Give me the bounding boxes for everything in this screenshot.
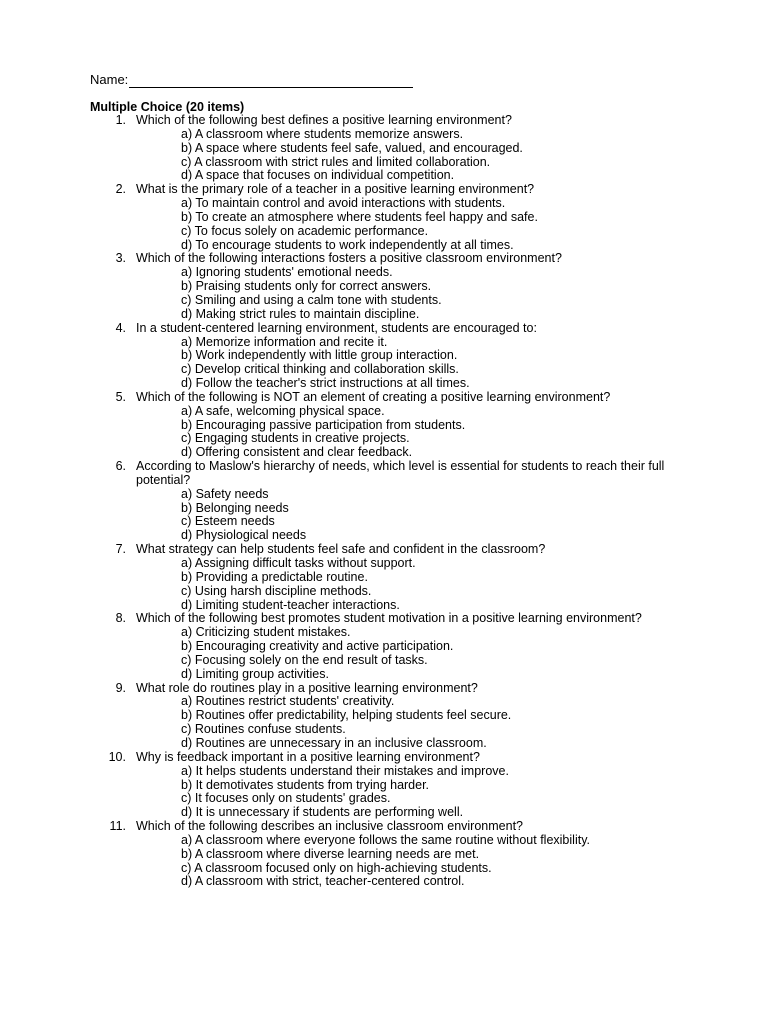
question-text: According to Maslow's hierarchy of needs, which level is essential for students to reach their full potential?: [136, 459, 665, 487]
answer-option: c) A classroom focused only on high-achieving students.: [181, 860, 492, 875]
question-number: 10.: [108, 749, 126, 764]
answer-option: a) It helps students understand their mistakes and improve.: [181, 763, 509, 778]
question-item: [0, 183, 768, 252]
question-number: 3.: [115, 251, 126, 266]
answer-option: c) Smiling and using a calm tone with students.: [181, 292, 442, 307]
answer-options: [0, 626, 768, 681]
name-line: [90, 72, 413, 88]
answer-option: d) To encourage students to work independently at all times.: [181, 237, 514, 252]
answer-option: a) Memorize information and recite it.: [181, 334, 388, 349]
question-number: 1.: [115, 113, 126, 127]
question-text: Which of the following interactions fosters a positive classroom environment?: [136, 251, 562, 266]
answer-option: d) Follow the teacher's strict instructions at all times.: [181, 376, 470, 391]
answer-option: c) Engaging students in creative projects.: [181, 431, 410, 446]
answer-option: c) To focus solely on academic performance.: [181, 223, 429, 238]
answer-option: b) Praising students only for correct answers.: [181, 279, 432, 294]
answer-options: [0, 266, 768, 321]
question-number: 9.: [115, 680, 126, 695]
answer-option: c) Esteem needs: [181, 514, 275, 529]
question-item: [0, 391, 768, 460]
question-number: 2.: [115, 182, 126, 197]
answer-option: c) Focusing solely on the end result of tasks.: [181, 652, 428, 667]
question-item: [0, 460, 768, 543]
question-item: [0, 820, 768, 889]
answer-option: a) Ignoring students' emotional needs.: [181, 265, 393, 280]
section-heading: Multiple Choice (20 items): [90, 100, 245, 114]
answer-option: b) A space where students feel safe, valued, and encouraged.: [181, 140, 523, 155]
answer-option: c) It focuses only on students' grades.: [181, 791, 391, 806]
answer-option: a) A classroom where everyone follows the same routine without flexibility.: [181, 832, 590, 847]
question-number: 11.: [109, 819, 126, 834]
answer-option: b) Providing a predictable routine.: [181, 569, 368, 584]
question-item: [0, 682, 768, 751]
answer-options: [0, 557, 768, 612]
question-text: In a student-centered learning environment, students are encouraged to:: [136, 320, 537, 335]
answer-options: [0, 128, 768, 183]
answer-option: c) Routines confuse students.: [181, 722, 346, 737]
answer-option: b) Encouraging creativity and active participation.: [181, 639, 454, 654]
answer-option: a) A classroom where students memorize answers.: [181, 126, 464, 141]
question-text: Why is feedback important in a positive learning environment?: [136, 749, 480, 764]
answer-option: d) A space that focuses on individual competition.: [181, 168, 455, 183]
question-item: [0, 252, 768, 321]
answer-options: [0, 765, 768, 820]
answer-options: [0, 197, 768, 252]
question-number: 8.: [115, 611, 126, 626]
answer-option: b) Encouraging passive participation from students.: [181, 417, 466, 432]
answer-option: a) Assigning difficult tasks without support.: [181, 556, 416, 570]
question-text: Which of the following is NOT an element of creating a positive learning environment?: [136, 389, 611, 404]
question-number: 4.: [115, 320, 126, 335]
answer-option: a) Routines restrict students' creativity.: [181, 694, 395, 709]
answer-option: b) A classroom where diverse learning needs are met.: [181, 846, 480, 861]
answer-option: d) Physiological needs: [181, 528, 307, 543]
answer-option: a) Safety needs: [181, 486, 269, 501]
answer-option: c) Using harsh discipline methods.: [181, 583, 372, 598]
question-list: [0, 114, 768, 889]
question-item: [0, 322, 768, 391]
answer-option: a) A safe, welcoming physical space.: [181, 403, 385, 418]
name-label: Name:: [90, 72, 129, 87]
answer-options: [0, 488, 768, 543]
name-blank: [129, 75, 413, 88]
question-text: What is the primary role of a teacher in a positive learning environment?: [136, 182, 535, 197]
answer-option: d) Making strict rules to maintain discipline.: [181, 306, 420, 321]
answer-option: d) Routines are unnecessary in an inclusive classroom.: [181, 735, 487, 750]
answer-option: b) To create an atmosphere where students feel happy and safe.: [181, 209, 538, 224]
answer-option: d) Limiting student-teacher interactions.: [181, 597, 400, 612]
answer-options: [0, 336, 768, 391]
question-item: [0, 114, 768, 183]
answer-option: b) Routines offer predictability, helping students feel secure.: [181, 708, 512, 723]
question-text: Which of the following best defines a positive learning environment?: [136, 113, 512, 127]
question-text: Which of the following describes an inclusive classroom environment?: [136, 819, 523, 834]
question-number: 7.: [115, 542, 126, 557]
answer-option: c) A classroom with strict rules and limited collaboration.: [181, 154, 491, 169]
answer-options: [0, 834, 768, 889]
question-text: What strategy can help students feel safe and confident in the classroom?: [136, 542, 546, 557]
answer-option: d) Offering consistent and clear feedback.: [181, 445, 413, 460]
answer-option: b) Belonging needs: [181, 500, 289, 515]
answer-option: a) Criticizing student mistakes.: [181, 625, 351, 640]
question-item: [0, 612, 768, 681]
answer-option: a) To maintain control and avoid interactions with students.: [181, 196, 506, 211]
question-text: Which of the following best promotes student motivation in a positive learning environment?: [136, 611, 642, 626]
answer-option: c) Develop critical thinking and collaboration skills.: [181, 362, 459, 377]
answer-option: d) A classroom with strict, teacher-centered control.: [181, 874, 465, 889]
question-text: What role do routines play in a positive learning environment?: [136, 680, 478, 695]
answer-option: b) It demotivates students from trying harder.: [181, 777, 430, 792]
question-number: 6.: [115, 459, 126, 474]
answer-option: b) Work independently with little group interaction.: [181, 348, 458, 363]
answer-option: d) Limiting group activities.: [181, 666, 329, 681]
question-item: [0, 751, 768, 820]
question-number: 5.: [115, 389, 126, 404]
answer-options: [0, 405, 768, 460]
answer-options: [0, 695, 768, 750]
answer-option: d) It is unnecessary if students are performing well.: [181, 805, 464, 820]
question-item: [0, 543, 768, 612]
